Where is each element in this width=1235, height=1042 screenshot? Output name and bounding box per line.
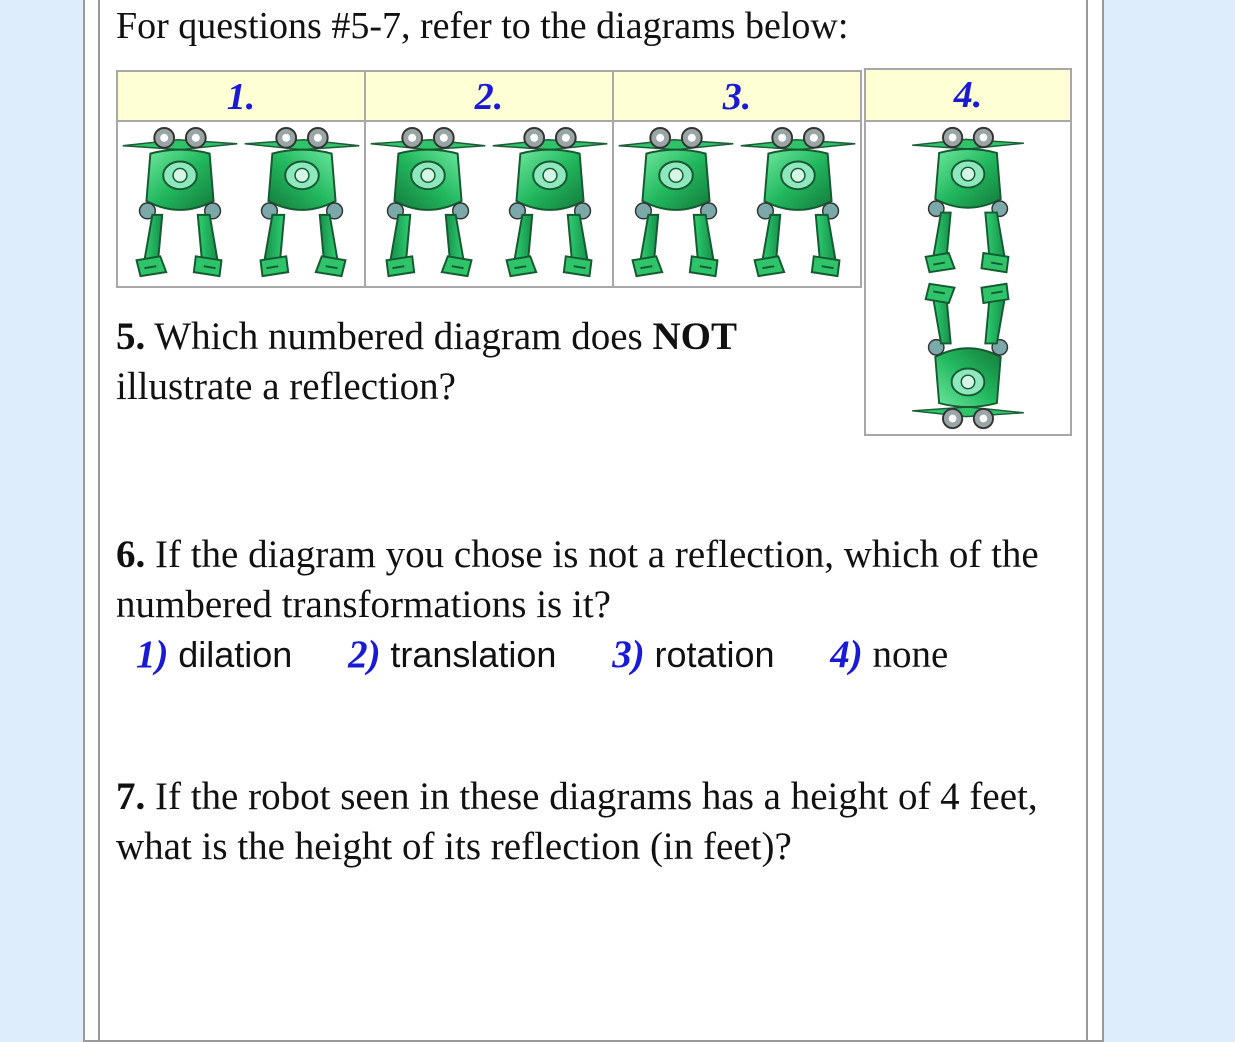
question-5 [116,312,836,412]
question-6 [116,530,1076,630]
robot-pair-reflection-2 [366,122,612,286]
question-6-text: If the diagram you chose is not a reflection, which of the numbered transformations is it? [116,533,1039,626]
question-6-choices [136,630,1076,680]
diagram-1-image [116,120,366,288]
choice-4-number: 4) [830,633,863,676]
choice-4[interactable] [830,630,948,680]
question-5-text-after: illustrate a reflection? [116,365,456,408]
choice-2[interactable] [348,630,556,680]
robot-pair-vertical-reflection-4 [866,122,1070,434]
question-5-emphasis: NOT [652,315,737,358]
question-7-text: If the robot seen in these diagrams has a height of 4 feet, what is the height of its reflection (in feet)? [116,775,1038,868]
diagram-2-label: 2. [364,70,614,122]
worksheet-page [98,0,1088,1042]
question-7-number: 7. [116,775,146,818]
choice-1[interactable] [136,630,292,680]
question-5-text-before: Which numbered diagram does [145,315,653,358]
question-7 [116,772,1076,872]
robot-pair-reflection-1 [118,122,364,286]
choice-3-number: 3) [612,633,645,676]
diagram-4-image [864,120,1072,436]
question-6-number: 6. [116,533,146,576]
diagram-2-image [364,120,614,288]
choice-3[interactable] [612,630,774,680]
diagram-3-label: 3. [612,70,862,122]
choice-2-label: translation [390,634,557,675]
choice-2-number: 2) [348,633,381,676]
choice-1-label: dilation [178,634,293,675]
robot-pair-translation-3 [614,122,860,286]
choice-3-label: rotation [654,634,775,675]
diagram-4-label: 4. [864,68,1072,122]
diagram-3-image [612,120,862,288]
diagram-1-label: 1. [116,70,366,122]
intro-text: For questions #5-7, refer to the diagrams below: [116,5,849,47]
choice-1-number: 1) [136,633,169,676]
choice-4-label: none [872,633,949,676]
question-5-number: 5. [116,315,146,358]
